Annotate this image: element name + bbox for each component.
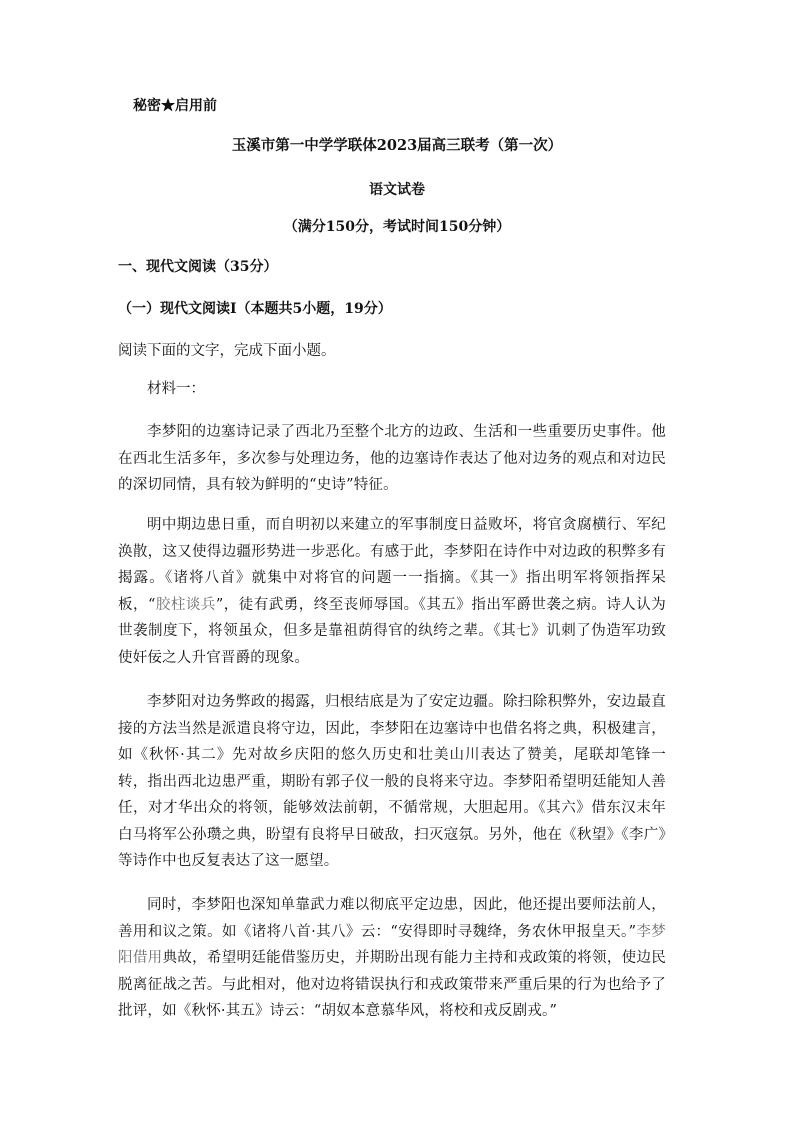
paragraph-4 [118,892,666,1025]
paragraph-3: 李梦阳对边务弊政的揭露，归根结底是为了安定边疆。除扫除积弊外，安边最直接的方法当然是派遣良将守边，因此，李梦阳在边塞诗中也借名将之典，积极建言，如《秋怀·其二》先对故乡庆阳的悠久历史和壮美山川表达了赞美，尾联却笔锋一转，指出西北边患严重，期盼有郭子仪一般的良将来守边。李梦阳希望明廷能知人善任，对才华出众的将领，能够效法前朝，不循常规，大胆起用。《其六》借东汉末年白马将军公孙瓒之典，盼望有良将早日破敌，扫灭寇氛。另外，他在《秋望》《李广》等诗作中也反复表达了这一愿望。 [118,694,666,869]
section-heading: 一、现代文阅读（35分） [118,259,278,275]
subject-title: 语文试卷 [369,182,425,198]
paragraph-4-faded: 李梦阳借用 [118,923,666,966]
material-label: 材料一： [147,381,205,397]
exam-title: 玉溪市第一中学学联体2023届高三联考（第一次） [231,137,563,154]
secret-label: 秘密★启用前 [133,98,217,114]
paragraph-4-text-c: 典故，希望明廷能借鉴历史，并期盼出现有能力主持和戎政策的将领，使边民脱离征战之苦。与此相对，他对边将错误执行和戎政策带来严重后果的行为也给予了批评，如《秋怀·其五》诗云：“胡奴本意慕华风，将校和戎反剧戎。” [118,950,667,1019]
reading-instruction: 阅读下面的文字，完成下面小题。 [118,343,336,359]
paragraph-2 [118,512,666,671]
paragraph-4-text-a: 同时，李梦阳也深知单靠武力难以彻底平定边患，因此，他还提出要师法前人，善用和议之策。如《诸将八首·其八》云：“安得即时寻魏绛，务农休甲报皇天。” [118,897,666,940]
paragraph-1: 李梦阳的边塞诗记录了西北乃至整个北方的边政、生活和一些重要历史事件。他在西北生活多年，多次参与处理边务，他的边塞诗作表达了他对边务的观点和对边民的深切同情，具有较为鲜明的“史诗”特征。 [118,424,666,493]
section-subheading: （一）现代文阅读Ⅰ（本题共5小题，19分） [118,301,392,317]
paragraph-2-text-c: ”，徒有武勇，终至丧师辱国。《其五》指出军爵世袭之病。诗人认为世袭制度下，将领虽众，但多是靠祖荫得官的纨绔之辈。《其七》讥刺了伪造军功致使奸佞之人升官晋爵的现象。 [118,596,666,666]
paragraph-2-quote: 胶柱谈兵 [155,596,216,613]
paragraph-2-text-a: 明中期边患日重，而自明初以来建立的军事制度日益败坏，将官贪腐横行、军纪涣散，这又使得边疆形势进一步恶化。有感于此，李梦阳在诗作中对边政的积弊多有揭露。《诸将八首》就集中对将官的问题一一指摘。《其一》指出明军将领指挥呆板，“ [118,517,666,613]
score-time-note: （满分150分，考试时间150分钟） [283,219,511,235]
